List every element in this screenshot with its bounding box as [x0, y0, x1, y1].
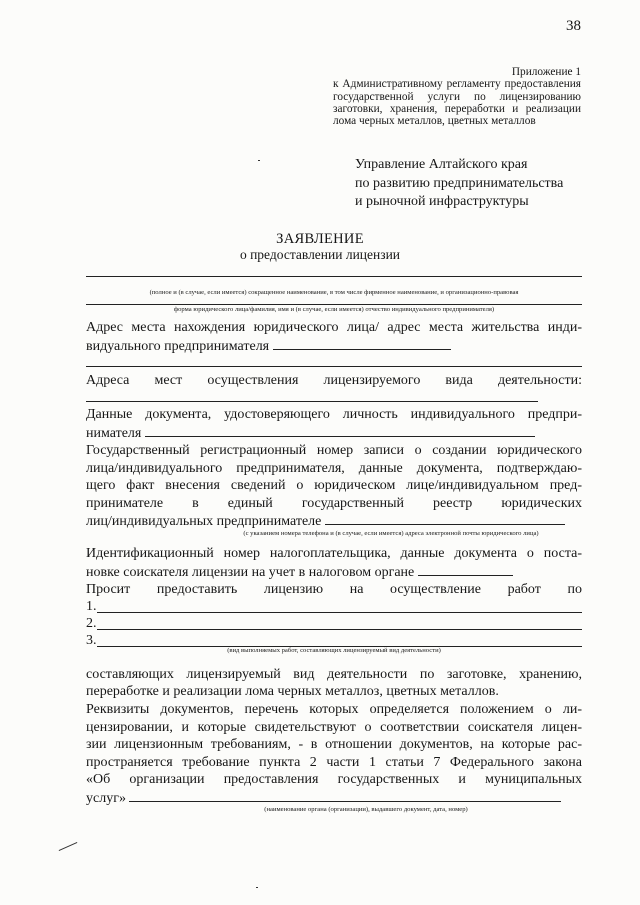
address-line-2[interactable] — [86, 366, 582, 367]
applicant-name-caption-2: форма юридического лица/фамилия, имя и (в случае, если имеется) отчество индивидуального предпринимателя) — [173, 306, 495, 313]
registration-label-2: лица/индивидуального предпринимателя, данные документа, подтверждаю- — [86, 461, 582, 476]
works-text-1: составляющих лицензируемый вид деятельности по заготовке, хранению, — [86, 667, 582, 682]
registration-label-5-text: лиц/индивидуальных предпринимателе — [86, 514, 322, 529]
details-text-1: Реквизиты документов, перечень которых определяется положением о ли- — [86, 702, 582, 717]
registration-label-5 — [86, 512, 582, 531]
registration-label-4: принимателе в единый государственный реестр юридических — [86, 496, 582, 511]
work-item-1-number: 1. — [86, 599, 97, 614]
addressee — [355, 156, 563, 212]
activity-address-label: Адреса мест осуществления лицензируемого вида деятельности: — [86, 373, 582, 388]
contacts-caption: (с указанием номера телефона и (в случае, если имеется) адреса электронной почты юридического лица) — [243, 530, 539, 537]
address-field[interactable] — [273, 337, 451, 350]
registration-label-1: Государственный регистрационный номер записи о создании юридического — [86, 443, 582, 458]
registration-label-3: щего факт внесения сведений о юридическом лице/индивидуальном пред- — [86, 478, 582, 493]
document-subtitle: о предоставлении лицензии — [239, 247, 401, 262]
details-text-3: зии лицензионным требованиям, - в отношении документов, на которые рас- — [86, 737, 582, 752]
address-label-1: Адрес места нахождения юридического лица/ адрес места жительства инди- — [86, 320, 582, 335]
details-text-6 — [86, 789, 582, 808]
activity-address-line[interactable] — [86, 401, 538, 402]
applicant-name-caption-1: (полное и (в случае, если имеется) сокращенное наименование, в том числе фирменное наименование, и организационно-правовая — [149, 289, 519, 296]
issuer-caption: (наименование органа (организации), выдавшего документ, дата, номер) — [264, 806, 468, 813]
identity-field[interactable] — [145, 424, 535, 437]
details-text-4: пространяется требование пункта 2 части 1 статьи 7 Федерального закона — [86, 755, 582, 770]
scan-dot-2 — [256, 887, 258, 888]
identity-label-2 — [86, 424, 582, 443]
appendix-title: Приложение 1 — [511, 66, 581, 78]
addressee-line-3: и рыночной инфраструктуры — [355, 194, 529, 209]
details-text-2: цензировании, и которые свидетельствуют о соответствии соискателя лицен- — [86, 720, 582, 735]
registration-field[interactable] — [325, 512, 565, 525]
page-number: 38 — [566, 18, 581, 34]
work-item-2-number: 2. — [86, 616, 97, 631]
applicant-name-line[interactable] — [86, 276, 582, 277]
addressee-line-1: Управление Алтайского края — [355, 157, 528, 172]
inn-label-1: Идентификационный номер налогоплательщика, данные документа о поста- — [86, 546, 582, 561]
work-item-1-field[interactable] — [97, 612, 582, 613]
address-label-2-text: видуального предпринимателя — [86, 339, 270, 354]
issuer-field[interactable] — [129, 789, 561, 802]
work-item-2-field[interactable] — [97, 629, 582, 630]
appendix-text: к Административному регламенту предоставления государственной услуги по лицензированию заготовки, хранения, переработки и реализации лома черных металлов, цветных металлов — [333, 78, 581, 128]
identity-label-1: Данные документа, удостоверяющего личность индивидуального предпри- — [86, 407, 582, 422]
inn-label-2 — [86, 563, 582, 582]
inn-field[interactable] — [418, 563, 513, 576]
document-title: ЗАЯВЛЕНИЕ — [276, 231, 364, 247]
pen-mark — [59, 842, 78, 851]
inn-label-2-text: новке соискателя лицензии на учет в налоговом органе — [86, 565, 415, 580]
details-text-5: «Об организации предоставления государственных и муниципальных — [86, 772, 582, 787]
scan-dot — [258, 160, 260, 161]
works-text-2: переработке и реализации лома черных металлоз, цветных металлов. — [86, 684, 499, 699]
address-label-2 — [86, 337, 582, 356]
details-text-6-text: услуг» — [86, 791, 126, 806]
work-item-3-number: 3. — [86, 633, 97, 648]
appendix-note — [333, 66, 581, 127]
addressee-line-2: по развитию предпринимательства — [355, 175, 564, 191]
applicant-name-line-2[interactable] — [86, 304, 582, 305]
identity-label-2-text: нимателя — [86, 426, 142, 441]
works-caption: (вид выполняемых работ, составляющих лицензируемый вид деятельности) — [227, 647, 441, 654]
request-label: Просит предоставить лицензию на осуществление работ по — [86, 582, 582, 597]
